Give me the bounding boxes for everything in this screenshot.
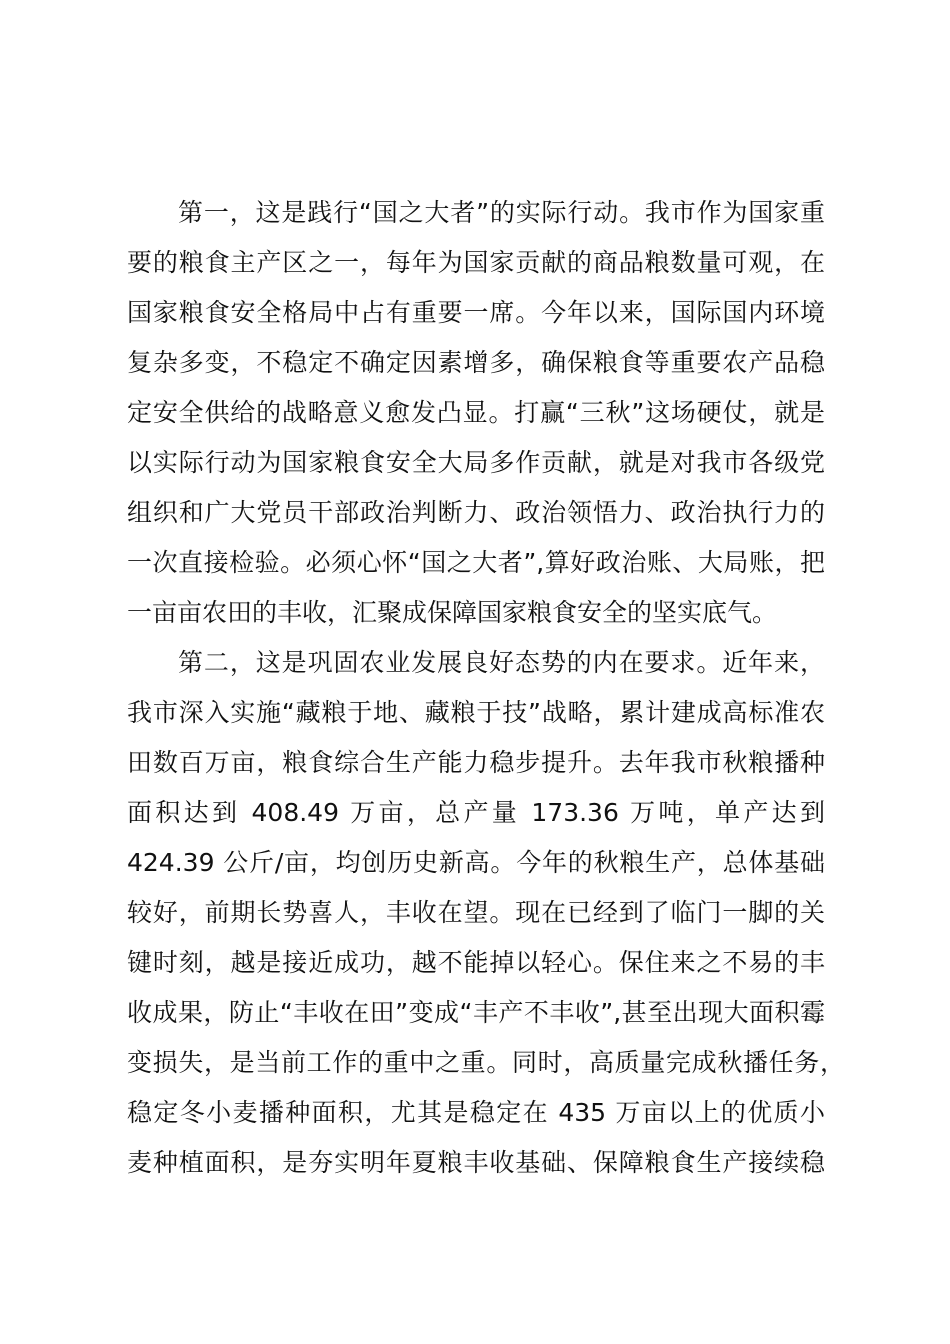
text-line: 要的粮食主产区之一，每年为国家贡献的商品粮数量可观，在 bbox=[127, 248, 825, 277]
text-line: 复杂多变，不稳定不确定因素增多，确保粮食等重要农产品稳 bbox=[127, 348, 825, 377]
text-line: 一次直接检验。必须心怀“国之大者”,算好政治账、大局账，把 bbox=[127, 548, 825, 577]
text-line: 424.39 公斤/亩，均创历史新高。今年的秋粮生产，总体基础 bbox=[127, 848, 825, 877]
text-line: 第二，这是巩固农业发展良好态势的内在要求。近年来， bbox=[178, 648, 825, 677]
text-line: 麦种植面积，是夯实明年夏粮丰收基础、保障粮食生产接续稳 bbox=[127, 1148, 825, 1177]
text-line: 我市深入实施“藏粮于地、藏粮于技”战略，累计建成高标准农 bbox=[127, 698, 825, 727]
text-line: 键时刻，越是接近成功，越不能掉以轻心。保住来之不易的丰 bbox=[127, 948, 825, 977]
text-line: 以实际行动为国家粮食安全大局多作贡献，就是对我市各级党 bbox=[127, 448, 825, 477]
text-line: 收成果，防止“丰收在田”变成“丰产不丰收”,甚至出现大面积霉 bbox=[127, 998, 825, 1027]
text-line: 田数百万亩，粮食综合生产能力稳步提升。去年我市秋粮播种 bbox=[127, 748, 825, 777]
text-line: 定安全供给的战略意义愈发凸显。打赢“三秋”这场硬仗，就是 bbox=[127, 398, 825, 427]
paragraph-2 bbox=[127, 638, 845, 1188]
text-line: 稳定冬小麦播种面积，尤其是稳定在 435 万亩以上的优质小 bbox=[127, 1098, 825, 1127]
document-page bbox=[127, 188, 845, 1188]
text-line: 面积达到 408.49 万亩，总产量 173.36 万吨，单产达到 bbox=[127, 798, 825, 827]
text-line: 一亩亩农田的丰收，汇聚成保障国家粮食安全的坚实底气。 bbox=[127, 598, 778, 627]
text-line: 较好，前期长势喜人，丰收在望。现在已经到了临门一脚的关 bbox=[127, 898, 825, 927]
text-line: 国家粮食安全格局中占有重要一席。今年以来，国际国内环境 bbox=[127, 298, 825, 327]
text-line: 变损失，是当前工作的重中之重。同时，高质量完成秋播任务， bbox=[127, 1048, 845, 1077]
text-line: 组织和广大党员干部政治判断力、政治领悟力、政治执行力的 bbox=[127, 498, 825, 527]
text-line: 第一，这是践行“国之大者”的实际行动。我市作为国家重 bbox=[178, 198, 825, 227]
paragraph-1 bbox=[127, 188, 825, 638]
